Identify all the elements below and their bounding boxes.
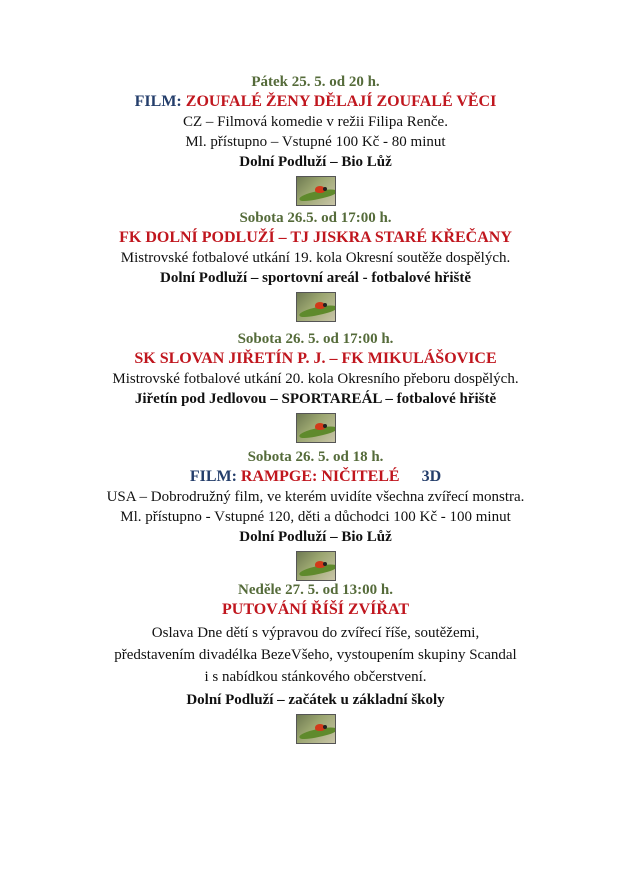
event-description: Oslava Dne dětí s výpravou do zvířecí říše, soutěžemi, xyxy=(151,625,480,641)
event-location: Dolní Podluží – Bio Lůž xyxy=(239,529,392,545)
event-date: Sobota 26.5. od 17:00 h. xyxy=(239,210,392,226)
event-date: Sobota 26. 5. od 18 h. xyxy=(247,449,384,465)
event-5 xyxy=(0,580,631,744)
ladybug-on-leaf-image xyxy=(296,413,336,443)
event-description: Ml. přístupno - Vstupné 120, děti a důchodci 100 Kč - 100 minut xyxy=(120,509,511,525)
event-title: ZOUFALÉ ŽENY DĚLAJÍ ZOUFALÉ VĚCI xyxy=(185,93,497,110)
event-date: Neděle 27. 5. od 13:00 h. xyxy=(238,582,393,598)
ladybug-on-leaf-image xyxy=(296,714,336,744)
event-title-suffix: 3D xyxy=(421,468,442,485)
event-3 xyxy=(0,329,631,443)
event-description: Mistrovské fotbalové utkání 19. kola Okresní soutěže dospělých. xyxy=(120,250,511,266)
event-description: CZ – Filmová komedie v režii Filipa Renče. xyxy=(183,114,448,130)
event-date: Pátek 25. 5. od 20 h. xyxy=(251,74,380,90)
event-title-line xyxy=(0,467,631,487)
event-1 xyxy=(0,72,631,206)
event-location: Jiřetín pod Jedlovou – SPORTAREÁL – fotbalové hřiště xyxy=(134,391,497,407)
event-title-line xyxy=(0,92,631,112)
event-location: Dolní Podluží – sportovní areál - fotbalové hřiště xyxy=(160,270,471,286)
event-location: Dolní Podluží – Bio Lůž xyxy=(239,154,392,170)
event-description: i s nabídkou stánkového občerstvení. xyxy=(204,669,427,685)
event-location: Dolní Podluží – začátek u základní školy xyxy=(186,692,445,708)
event-description: představením divadélka BezeVšeho, vystoupením skupiny Scandal xyxy=(114,647,517,663)
event-title: PUTOVÁNÍ ŘÍŠÍ ZVÍŘAT xyxy=(222,601,409,618)
event-title: SK SLOVAN JIŘETÍN P. J. – FK MIKULÁŠOVICE xyxy=(134,350,497,367)
event-4 xyxy=(0,447,631,581)
event-title: FK DOLNÍ PODLUŽÍ – TJ JISKRA STARÉ KŘEČANY xyxy=(119,229,512,246)
event-description: Mistrovské fotbalové utkání 20. kola Okresního přeboru dospělých. xyxy=(112,371,519,387)
ladybug-on-leaf-image xyxy=(296,551,336,581)
ladybug-on-leaf-image xyxy=(296,176,336,206)
event-title-prefix: FILM: xyxy=(134,93,186,110)
event-description: USA – Dobrodružný film, ve kterém uvidíte všechna zvířecí monstra. xyxy=(106,489,525,505)
event-2 xyxy=(0,208,631,322)
ladybug-on-leaf-image xyxy=(296,292,336,322)
event-title-prefix: FILM: xyxy=(189,468,241,485)
event-description: Ml. přístupno – Vstupné 100 Kč - 80 minut xyxy=(185,134,446,150)
event-date: Sobota 26. 5. od 17:00 h. xyxy=(237,331,394,347)
event-title: RAMPGE: NIČITELÉ xyxy=(240,468,400,485)
